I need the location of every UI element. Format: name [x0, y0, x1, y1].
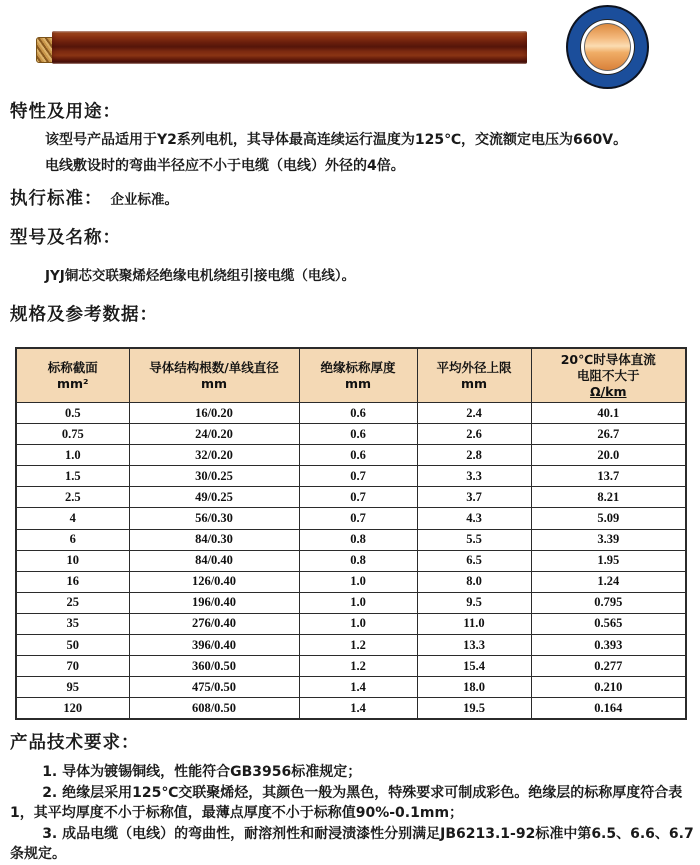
table-cell: 11.0 [417, 613, 531, 634]
table-cell: 49/0.25 [129, 487, 299, 508]
col-header-nominal-section: 标称截面 mm² [16, 348, 129, 403]
table-cell: 0.277 [531, 656, 686, 677]
table-cell: 16/0.20 [129, 403, 299, 424]
table-cell: 1.95 [531, 550, 686, 571]
table-cell: 1.0 [299, 613, 417, 634]
table-cell: 0.6 [299, 403, 417, 424]
table-row [16, 677, 686, 698]
table-cell: 608/0.50 [129, 698, 299, 720]
table-cell: 40.1 [531, 403, 686, 424]
table-cell: 2.5 [16, 487, 129, 508]
table-cell: 0.75 [16, 424, 129, 445]
model-heading: 型号及名称： [10, 228, 121, 248]
table-cell: 3.7 [417, 487, 531, 508]
table-cell: 0.7 [299, 508, 417, 529]
table-cell: 1.5 [16, 466, 129, 487]
spec-table [15, 347, 687, 720]
col-header-insulation-thickness: 绝缘标称厚度 mm [299, 348, 417, 403]
table-cell: 6 [16, 529, 129, 550]
table-cell: 0.565 [531, 613, 686, 634]
standard-value: 企业标准。 [110, 192, 178, 208]
table-row [16, 424, 686, 445]
tech-requirements-list [10, 762, 694, 865]
cable-cross-section-image [566, 5, 649, 89]
table-cell: 0.7 [299, 466, 417, 487]
table-row [16, 550, 686, 571]
table-cell: 126/0.40 [129, 571, 299, 592]
table-cell: 0.7 [299, 487, 417, 508]
table-cell: 6.5 [417, 550, 531, 571]
tech-item-1: 1. 导体为镀锡铜线，性能符合GB3956标准规定； [42, 764, 362, 780]
table-cell: 2.8 [417, 445, 531, 466]
table-cell: 0.795 [531, 592, 686, 613]
col-header-mean-outer-diameter: 平均外径上限 mm [417, 348, 531, 403]
table-cell: 0.6 [299, 424, 417, 445]
table-cell: 26.7 [531, 424, 686, 445]
table-cell: 1.4 [299, 677, 417, 698]
table-cell: 0.210 [531, 677, 686, 698]
table-cell: 15.4 [417, 656, 531, 677]
table-cell: 3.3 [417, 466, 531, 487]
table-cell: 4 [16, 508, 129, 529]
col-header-dc-resistance: 20℃时导体直流 电阻不大于 Ω/km [531, 348, 686, 403]
table-cell: 19.5 [417, 698, 531, 720]
table-cell: 1.0 [299, 592, 417, 613]
table-cell: 25 [16, 592, 129, 613]
table-cell: 1.24 [531, 571, 686, 592]
features-heading: 特性及用途： [10, 102, 121, 122]
tech-heading: 产品技术要求： [10, 733, 140, 753]
table-cell: 1.2 [299, 635, 417, 656]
table-cell: 396/0.40 [129, 635, 299, 656]
table-cell: 2.4 [417, 403, 531, 424]
table-cell: 56/0.30 [129, 508, 299, 529]
table-cell: 0.5 [16, 403, 129, 424]
table-cell: 0.6 [299, 445, 417, 466]
table-row [16, 698, 686, 720]
table-cell: 18.0 [417, 677, 531, 698]
insulation-ring [580, 19, 635, 75]
spec-table-body [16, 403, 686, 720]
copper-core [584, 23, 631, 71]
table-cell: 9.5 [417, 592, 531, 613]
table-cell: 0.8 [299, 529, 417, 550]
table-cell: 95 [16, 677, 129, 698]
cable-jacket-image [52, 31, 527, 64]
features-line-1: 该型号产品适用于Y2系列电机，其导体最高连续运行温度为125℃，交流额定电压为660V。 [45, 132, 628, 148]
table-cell: 16 [16, 571, 129, 592]
table-row [16, 508, 686, 529]
table-cell: 84/0.30 [129, 529, 299, 550]
cable-figure [0, 0, 700, 95]
table-cell: 24/0.20 [129, 424, 299, 445]
header-row [16, 348, 686, 403]
standard-row [10, 185, 178, 210]
features-paragraph [45, 127, 695, 179]
table-cell: 20.0 [531, 445, 686, 466]
table-cell: 70 [16, 656, 129, 677]
model-value: JYJ铜芯交联聚烯烃绝缘电机绕组引接电缆（电线）。 [45, 268, 356, 284]
table-cell: 1.2 [299, 656, 417, 677]
table-cell: 1.0 [299, 571, 417, 592]
table-cell: 0.393 [531, 635, 686, 656]
table-cell: 4.3 [417, 508, 531, 529]
table-cell: 2.6 [417, 424, 531, 445]
table-row [16, 635, 686, 656]
table-cell: 8.21 [531, 487, 686, 508]
table-cell: 3.39 [531, 529, 686, 550]
table-cell: 13.3 [417, 635, 531, 656]
table-cell: 360/0.50 [129, 656, 299, 677]
table-cell: 475/0.50 [129, 677, 299, 698]
spec-table-header [16, 348, 686, 403]
table-cell: 5.5 [417, 529, 531, 550]
table-row [16, 445, 686, 466]
col-header-conductor-structure: 导体结构根数/单线直径 mm [129, 348, 299, 403]
table-row [16, 529, 686, 550]
table-cell: 30/0.25 [129, 466, 299, 487]
table-cell: 10 [16, 550, 129, 571]
table-cell: 50 [16, 635, 129, 656]
table-cell: 1.0 [16, 445, 129, 466]
table-cell: 196/0.40 [129, 592, 299, 613]
table-cell: 120 [16, 698, 129, 720]
table-cell: 32/0.20 [129, 445, 299, 466]
table-cell: 8.0 [417, 571, 531, 592]
tech-item-2: 2. 绝缘层采用125℃交联聚烯烃，其颜色一般为黑色，特殊要求可制成彩色。绝缘层的标称厚度符合表1，其平均厚度不小于标称值，最薄点厚度不小于标称值90%-0.1mm； [10, 784, 683, 821]
table-cell: 84/0.40 [129, 550, 299, 571]
table-row [16, 656, 686, 677]
table-cell: 0.8 [299, 550, 417, 571]
specs-heading: 规格及参考数据： [10, 305, 158, 325]
table-cell: 5.09 [531, 508, 686, 529]
standard-heading: 执行标准： [10, 189, 103, 209]
table-row [16, 487, 686, 508]
table-row [16, 592, 686, 613]
table-cell: 0.164 [531, 698, 686, 720]
table-cell: 276/0.40 [129, 613, 299, 634]
table-cell: 13.7 [531, 466, 686, 487]
table-cell: 1.4 [299, 698, 417, 720]
features-line-2: 电线敷设时的弯曲半径应不小于电缆（电线）外径的4倍。 [45, 158, 405, 174]
table-row [16, 466, 686, 487]
table-cell: 35 [16, 613, 129, 634]
table-row [16, 403, 686, 424]
table-row [16, 613, 686, 634]
tech-item-3: 3. 成品电缆（电线）的弯曲性，耐溶剂性和耐浸渍漆性分别满足JB6213.1-92标准中第6.5、6.6、6.7条规定。 [10, 825, 694, 862]
table-row [16, 571, 686, 592]
